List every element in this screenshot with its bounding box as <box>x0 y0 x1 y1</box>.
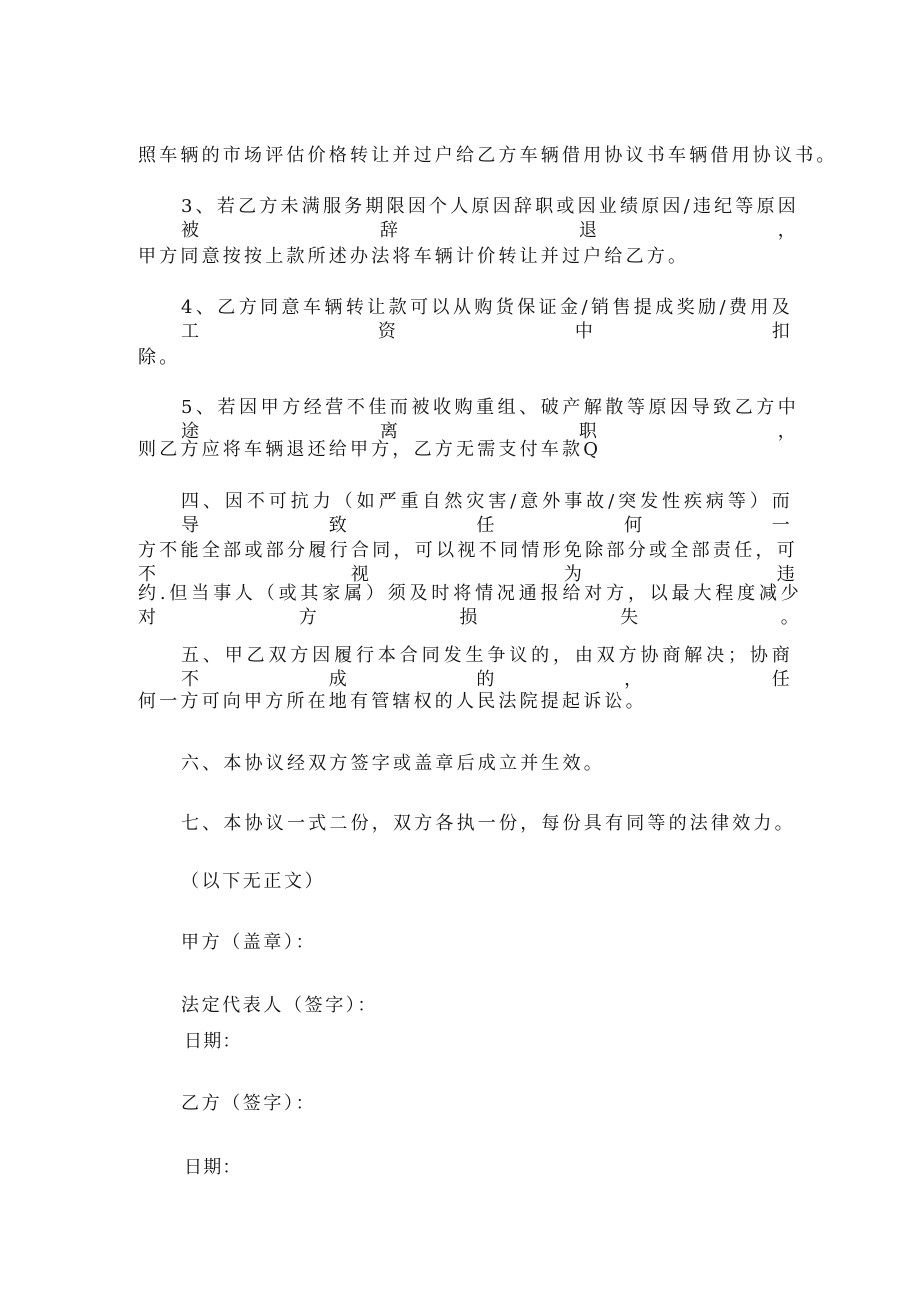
text-line: 4、乙方同意车辆转让款可以从购货保证金/销售提成奖励/费用及工资中扣 <box>181 297 793 342</box>
signature-label-legal-rep: 法定代表人（签字）： <box>181 995 378 1016</box>
text-line: 何一方可向甲方所在地有管辖权的人民法院提起诉讼。 <box>138 691 647 712</box>
text-line: 六、本协议经双方签字或盖章后成立并生效。 <box>181 753 605 774</box>
text-line: 照车辆的市场评估价格转让并过户给乙方车辆借用协议书车辆借用协议书。 <box>138 145 838 166</box>
text-line: 约.但当事人（或其家属）须及时将情况通报给对方，以最大程度减少对方损失。 <box>138 583 802 628</box>
signature-label-party-b: 乙方（签字）： <box>181 1093 317 1114</box>
text-line: （以下无正文） <box>181 871 326 892</box>
text-line: 七、本协议一式二份，双方各执一份，每份具有同等的法律效力。 <box>181 813 796 834</box>
text-line: 甲方同意按按上款所述办法将车辆计价转让并过户给乙方。 <box>138 246 690 267</box>
signature-label-party-a: 甲方（盖章）： <box>181 932 317 953</box>
text-line: 除。 <box>138 347 181 368</box>
date-label: 日期： <box>184 1157 242 1178</box>
text-line: 方不能全部或部分履行合同，可以视不同情形免除部分或全部责任，可不视为违 <box>138 540 798 585</box>
text-line: 四、因不可抗力（如严重自然灾害/意外事故/突发性疾病等）而导致任何一 <box>181 491 793 536</box>
text-line: 五、甲乙双方因履行本合同发生争议的，由双方协商解决；协商不成的，任 <box>181 645 793 690</box>
date-label: 日期： <box>184 1031 242 1052</box>
text-line: 5、若因甲方经营不佳而被收购重组、破产解散等原因导致乙方中途离职， <box>181 397 799 442</box>
text-line: 3、若乙方未满服务期限因个人原因辞职或因业绩原因/违纪等原因被辞退， <box>181 196 799 241</box>
text-line: 则乙方应将车辆退还给甲方，乙方无需支付车款Q <box>138 439 602 460</box>
